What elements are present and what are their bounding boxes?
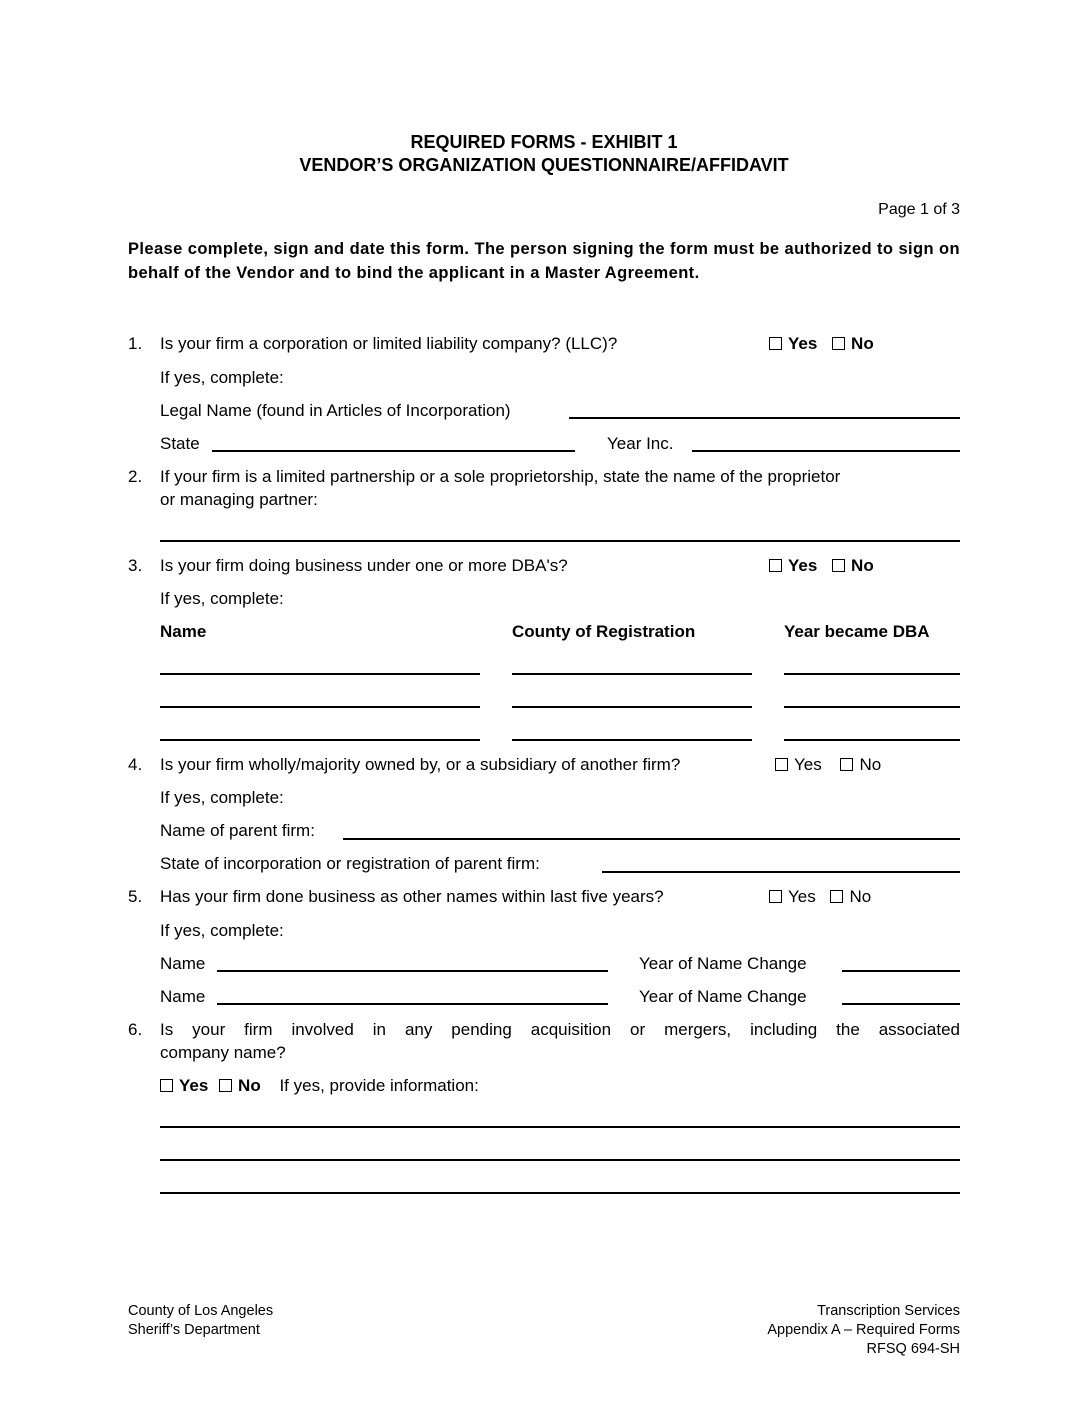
q5-yes-label: Yes — [788, 887, 816, 906]
q3-col-name: Name — [160, 622, 207, 641]
q3-dba2-county-field[interactable] — [512, 706, 752, 708]
q4-yes-label: Yes — [794, 755, 822, 774]
q3-no-checkbox[interactable] — [832, 559, 845, 572]
q5-name2-label: Name — [160, 987, 206, 1006]
q3-dba3-county-field[interactable] — [512, 739, 752, 741]
q3-yes-label: Yes — [788, 556, 818, 575]
q6-info-field-3[interactable] — [160, 1192, 960, 1194]
q3-dba1-county-field[interactable] — [512, 673, 752, 675]
q3-if-yes: If yes, complete: — [160, 589, 284, 608]
q3-dba3-name-field[interactable] — [160, 739, 480, 741]
q5-options — [769, 886, 871, 908]
q5-if-yes: If yes, complete: — [160, 921, 284, 940]
q5-yes-checkbox[interactable] — [769, 890, 782, 903]
q3-dba2-name-field[interactable] — [160, 706, 480, 708]
q1-state-label: State — [160, 434, 200, 453]
q1-if-yes: If yes, complete: — [160, 368, 284, 387]
q5-number: 5. — [128, 887, 143, 906]
footer-appendix: Appendix A – Required Forms — [767, 1322, 960, 1338]
q1-legal-name-field[interactable] — [569, 417, 960, 419]
footer-right — [767, 1302, 960, 1359]
q1-number: 1. — [128, 334, 143, 353]
q4-no-label: No — [859, 755, 882, 774]
q5-year2-field[interactable] — [842, 1003, 960, 1005]
q6-no-label: No — [238, 1076, 261, 1095]
form-title-line2: VENDOR’S ORGANIZATION QUESTIONNAIRE/AFFIDAVIT — [299, 155, 789, 175]
q3-dba3-year-field[interactable] — [784, 739, 960, 741]
q3-question: Is your firm doing business under one or more DBA's? — [160, 556, 568, 575]
q3-no-label: No — [851, 556, 874, 575]
q1-year-inc-field[interactable] — [692, 450, 960, 452]
q4-state-field[interactable] — [602, 871, 960, 873]
q6-info-field-2[interactable] — [160, 1159, 960, 1161]
q1-yes-label: Yes — [788, 334, 818, 353]
q6-question-line1: Is your firm involved in any pending acquisition or mergers, including the associated — [160, 1020, 960, 1039]
page-number: Page 1 of 3 — [878, 201, 960, 218]
q5-no-label: No — [849, 887, 872, 906]
q2-number: 2. — [128, 467, 143, 486]
q1-no-checkbox[interactable] — [832, 337, 845, 350]
q1-state-field[interactable] — [212, 450, 575, 452]
q3-dba1-name-field[interactable] — [160, 673, 480, 675]
q3-dba2-year-field[interactable] — [784, 706, 960, 708]
q3-col-county: County of Registration — [512, 622, 696, 641]
q5-name1-label: Name — [160, 954, 206, 973]
q5-question: Has your firm done business as other names within last five years? — [160, 887, 664, 906]
footer-department: Sheriff’s Department — [128, 1322, 260, 1338]
q6-number: 6. — [128, 1020, 143, 1039]
q1-no-label: No — [851, 334, 874, 353]
q4-no-checkbox[interactable] — [840, 758, 853, 771]
q1-yes-checkbox[interactable] — [769, 337, 782, 350]
q6-question-line2: company name? — [160, 1043, 286, 1062]
q3-options — [769, 555, 874, 577]
q6-options — [160, 1075, 479, 1097]
q6-yes-checkbox[interactable] — [160, 1079, 173, 1092]
footer-service: Transcription Services — [817, 1303, 960, 1319]
q5-name2-field[interactable] — [217, 1003, 608, 1005]
form-title-line1: REQUIRED FORMS - EXHIBIT 1 — [410, 132, 678, 152]
q4-yes-checkbox[interactable] — [775, 758, 788, 771]
q3-number: 3. — [128, 556, 143, 575]
footer-rfsq: RFSQ 694-SH — [866, 1341, 960, 1357]
q5-year1-field[interactable] — [842, 970, 960, 972]
q5-year1-label: Year of Name Change — [639, 954, 807, 973]
q3-yes-checkbox[interactable] — [769, 559, 782, 572]
q1-legal-name-label: Legal Name (found in Articles of Incorporation) — [160, 401, 511, 420]
q6-yes-label: Yes — [179, 1076, 209, 1095]
q6-provide-label: If yes, provide information: — [279, 1076, 479, 1095]
q4-question: Is your firm wholly/majority owned by, or a subsidiary of another firm? — [160, 755, 681, 774]
instructions: Please complete, sign and date this form. The person signing the form must be authorized to sign on behalf of the Vendor and to bind the applicant in a Master Agreement. — [128, 240, 960, 282]
footer-left — [128, 1302, 273, 1340]
q4-if-yes: If yes, complete: — [160, 788, 284, 807]
q4-state-label: State of incorporation or registration of parent firm: — [160, 854, 540, 873]
q3-col-year: Year became DBA — [784, 622, 930, 641]
q4-parent-label: Name of parent firm: — [160, 821, 315, 840]
q5-year2-label: Year of Name Change — [639, 987, 807, 1006]
q1-options — [769, 333, 874, 355]
q1-year-inc-label: Year Inc. — [607, 434, 674, 453]
footer-county: County of Los Angeles — [128, 1303, 274, 1319]
q6-info-field-1[interactable] — [160, 1126, 960, 1128]
q6-no-checkbox[interactable] — [219, 1079, 232, 1092]
q5-name1-field[interactable] — [217, 970, 608, 972]
q4-number: 4. — [128, 755, 143, 774]
q3-dba1-year-field[interactable] — [784, 673, 960, 675]
q4-options — [775, 754, 881, 776]
q2-question-line2: or managing partner: — [160, 490, 318, 509]
q4-parent-field[interactable] — [343, 838, 960, 840]
q2-question-line1: If your firm is a limited partnership or a sole proprietorship, state the name of the proprietor — [160, 467, 841, 486]
q1-question: Is your firm a corporation or limited liability company? (LLC)? — [160, 334, 618, 353]
q5-no-checkbox[interactable] — [830, 890, 843, 903]
q2-proprietor-field[interactable] — [160, 540, 960, 542]
